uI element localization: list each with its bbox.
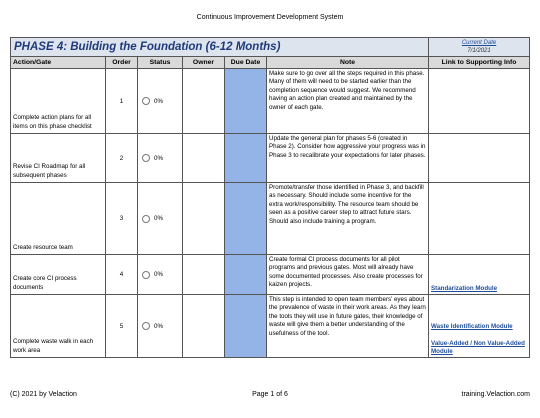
table-header: [11, 57, 530, 69]
due-date-cell[interactable]: [225, 134, 267, 183]
status-radio[interactable]: [142, 97, 150, 105]
col-header-due-date: Due Date: [225, 57, 267, 69]
table-row: [11, 134, 530, 183]
status-radio[interactable]: [142, 154, 150, 162]
status-percent: 0%: [154, 97, 163, 105]
action-cell: Create resource team: [11, 183, 106, 255]
status-radio[interactable]: [142, 271, 150, 279]
table-row: [11, 255, 530, 295]
link-cell: [429, 183, 530, 255]
note-cell: Create formal CI process documents for all pilot programs and previous gates. Most will already have some documented processes. Also create processes for kaizen projects.: [267, 255, 429, 295]
current-date-label: Current Date: [461, 40, 497, 46]
action-cell: Complete waste walk in each work area: [11, 295, 106, 358]
status-cell: [138, 183, 183, 255]
status-radio[interactable]: [142, 322, 150, 330]
link-cell: [429, 255, 530, 295]
note-cell: Update the general plan for phases 5-6 (created in Phase 2). Consider how aggressive your progress was in Phase 3 to recalibrate your expectations for later phases.: [267, 134, 429, 183]
status-percent: 0%: [154, 322, 163, 330]
status-percent: 0%: [154, 215, 163, 222]
status-radio[interactable]: [142, 215, 150, 223]
status-cell: [138, 69, 183, 134]
due-date-cell[interactable]: [225, 183, 267, 255]
footer-page-number: Page 1 of 6: [252, 391, 288, 398]
link-cell: [429, 134, 530, 183]
col-header-link: Link to Supporting Info: [429, 57, 530, 69]
col-header-action: Action/Gate: [11, 57, 106, 69]
owner-cell[interactable]: [183, 255, 225, 295]
order-cell: 5: [106, 295, 138, 358]
col-header-owner: Owner: [183, 57, 225, 69]
action-cell: Complete action plans for all items on this phase checklist: [11, 69, 106, 134]
col-header-status: Status: [138, 57, 183, 69]
table-row: [11, 183, 530, 255]
footer-copyright: (C) 2021 by Velaction: [10, 391, 77, 398]
standardization-module-link[interactable]: Standarization Module: [431, 285, 498, 292]
col-header-note: Note: [267, 57, 429, 69]
checklist-table: [10, 37, 530, 358]
status-cell: [138, 255, 183, 295]
phase-title: PHASE 4: Building the Foundation (6-12 Months): [11, 38, 429, 57]
status-percent: 0%: [154, 154, 163, 162]
owner-cell[interactable]: [183, 69, 225, 134]
table-row: [11, 69, 530, 134]
link-cell: [429, 69, 530, 134]
note-cell: Promote/transfer those identified in Phase 3, and backfill as necessary. Should include some incentive for the extra work/responsibility. The resource team should be seen as a positive career step to attract future stars. Should also include training a program.: [267, 183, 429, 255]
action-cell: Create core CI process documents: [11, 255, 106, 295]
owner-cell[interactable]: [183, 134, 225, 183]
order-cell: 1: [106, 69, 138, 134]
link-cell: [429, 295, 530, 358]
status-cell: [138, 295, 183, 358]
due-date-cell[interactable]: [225, 295, 267, 358]
owner-cell[interactable]: [183, 295, 225, 358]
status-percent: 0%: [154, 271, 163, 278]
order-cell: 4: [106, 255, 138, 295]
order-cell: 2: [106, 134, 138, 183]
document-title: Continuous Improvement Development System: [196, 14, 344, 21]
status-cell: [138, 134, 183, 183]
due-date-cell[interactable]: [225, 69, 267, 134]
current-date-cell: [429, 38, 530, 57]
note-cell: This step is intended to open team members' eyes about the prevalence of waste in their work areas. As they learn the tools they will use in future gates, their knowledge of waste will give them a better understanding of the usefulness of the tool.: [267, 295, 429, 358]
footer-website: training.Velaction.com: [461, 391, 530, 398]
phase-banner: [11, 38, 530, 57]
value-added-module-link[interactable]: Value-Added / Non Value-Added Module: [431, 340, 525, 355]
action-cell: Revise CI Roadmap for all subsequent phases: [11, 134, 106, 183]
order-cell: 3: [106, 183, 138, 255]
due-date-cell[interactable]: [225, 255, 267, 295]
waste-identification-module-link[interactable]: Waste Identification Module: [431, 323, 513, 330]
col-header-order: Order: [106, 57, 138, 69]
phase-checklist-sheet: [10, 37, 529, 358]
owner-cell[interactable]: [183, 183, 225, 255]
current-date-value[interactable]: 7/1/2021: [467, 48, 491, 54]
table-row: [11, 295, 530, 358]
note-cell: Make sure to go over all the steps required in this phase. Many of them will need to be started earlier than the completion sequence would suggest. We recommend having an action plan created and maintained by the owner of each gate.: [267, 69, 429, 134]
